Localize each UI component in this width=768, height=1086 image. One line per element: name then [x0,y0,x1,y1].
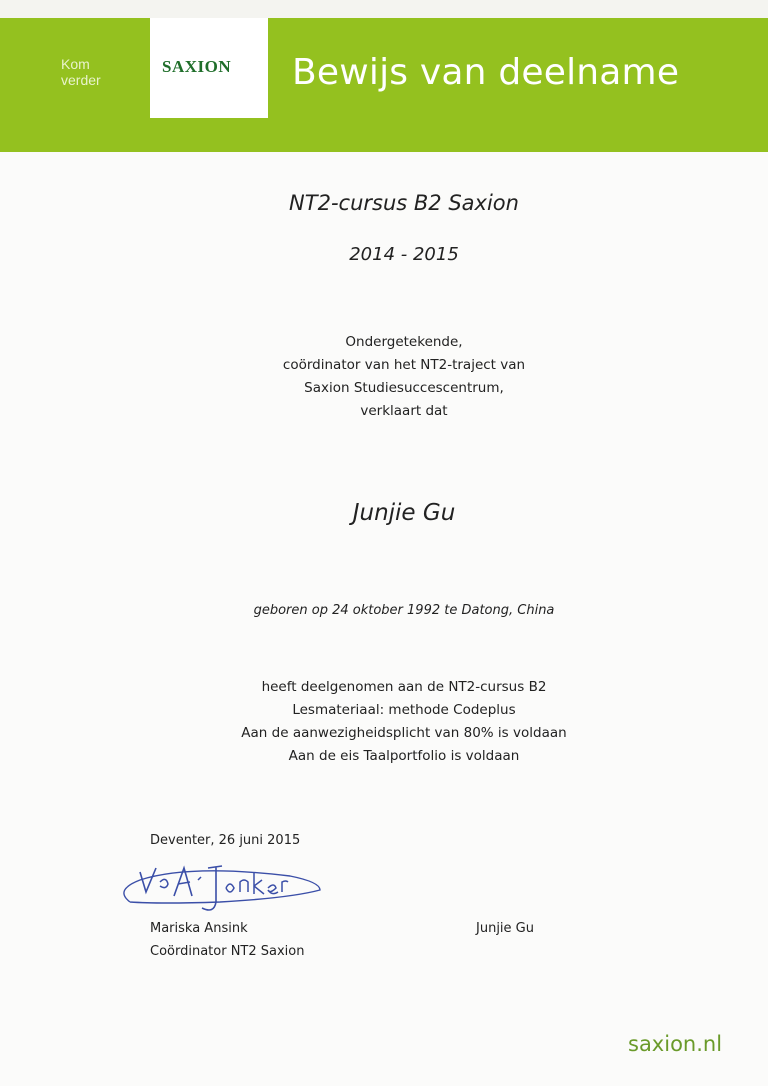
participant-name: Junjie Gu [352,500,456,526]
result-line: Aan de aanwezigheidsplicht van 80% is voldaan [241,725,567,741]
page-title: Bewijs van deelname [292,52,680,93]
result-line: Lesmateriaal: methode Codeplus [292,702,516,718]
intro-line: coördinator van het NT2-traject van [282,357,526,373]
handwritten-signature [112,858,332,928]
header-band-top-edge [0,0,768,18]
tagline-block [52,46,150,118]
intro-line: Ondergetekende, [345,334,463,350]
place-date: Deventer, 26 juni 2015 [150,833,301,848]
logo-text: SAXION [162,57,232,76]
birth-details: geboren op 24 oktober 1992 te Datong, China [253,603,555,618]
saxion-logo [150,18,268,118]
results-text [0,676,768,768]
course-name: NT2-cursus B2 Saxion [289,191,519,215]
intro-line: verklaart dat [360,403,448,419]
course-year: 2014 - 2015 [349,244,459,265]
signer-name: Mariska Ansink [150,921,248,936]
intro-text [0,331,768,423]
intro-line: Saxion Studiesuccescentrum, [304,380,504,396]
result-line: heeft deelgenomen aan de NT2-cursus B2 [261,679,547,695]
tagline-line-2: verder [61,72,101,88]
footer-url: saxion.nl [628,1032,723,1056]
signer-role: Coördinator NT2 Saxion [150,944,305,959]
result-line: Aan de eis Taalportfolio is voldaan [288,748,520,764]
participant-signature-name: Junjie Gu [476,921,534,936]
tagline-line-1: Kom [61,56,90,72]
